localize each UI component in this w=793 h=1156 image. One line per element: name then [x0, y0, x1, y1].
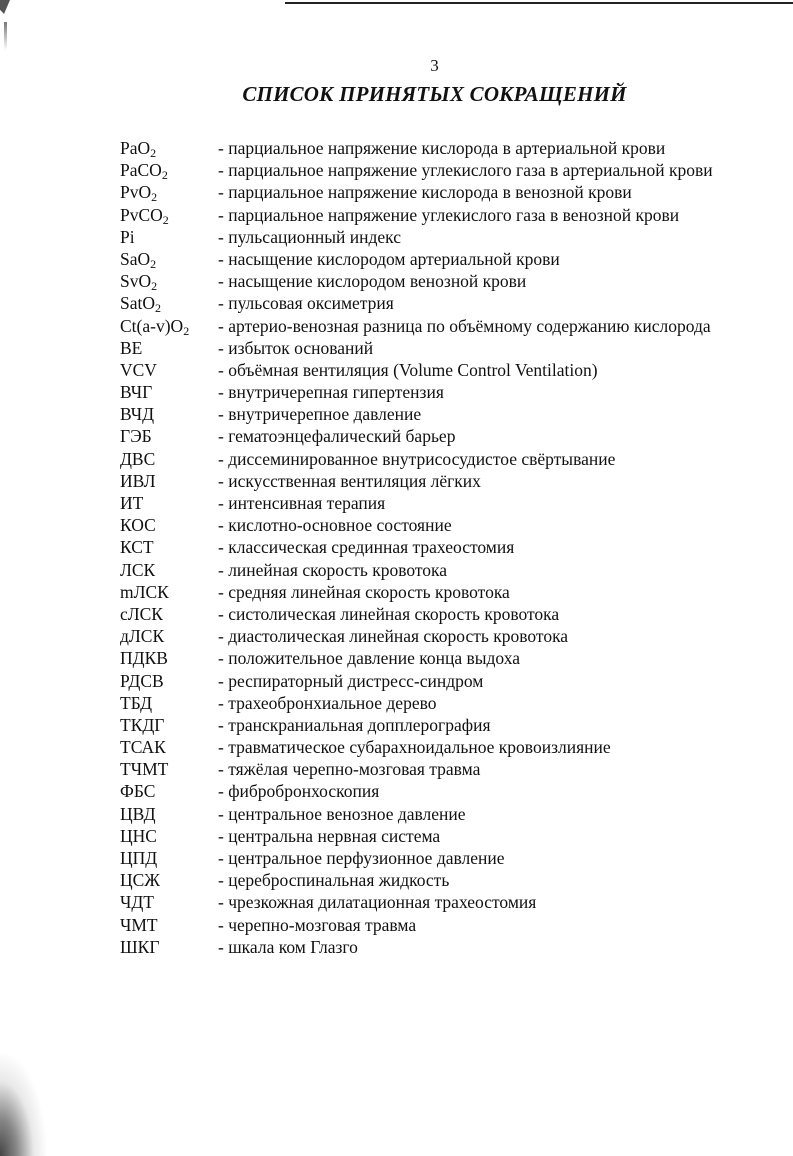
abbreviation-term-text: ДВС: [120, 448, 156, 469]
abbreviation-term-subscript: 2: [161, 168, 168, 183]
abbreviation-row: [120, 270, 780, 292]
abbreviation-definition: - трахеобронхиальное дерево: [218, 692, 437, 713]
abbreviation-row: [120, 736, 780, 758]
abbreviation-term: [120, 226, 218, 248]
abbreviation-row: [120, 204, 780, 226]
abbreviation-term-text: VCV: [120, 359, 157, 380]
abbreviation-term-text: Ct(a-v)O: [120, 315, 184, 336]
abbreviation-term: [120, 425, 218, 447]
abbreviation-row: [120, 448, 780, 470]
abbreviation-definition: - искусственная вентиляция лёгких: [218, 470, 481, 491]
abbreviation-term-text: ЧМТ: [120, 914, 158, 935]
abbreviation-term-text: PvO: [120, 182, 152, 203]
abbreviation-row: [120, 825, 780, 847]
abbreviation-term: [120, 780, 218, 802]
abbreviation-term: [120, 448, 218, 470]
abbreviation-term: [120, 936, 218, 958]
abbreviation-term: [120, 381, 218, 403]
abbreviation-term-text: PaCO: [120, 160, 162, 181]
abbreviation-term: [120, 470, 218, 492]
abbreviation-term-text: ЦВД: [120, 803, 156, 824]
abbreviation-row: [120, 248, 780, 270]
abbreviation-row: [120, 603, 780, 625]
abbreviation-term-subscript: 2: [155, 301, 161, 316]
abbreviation-definition: - линейная скорость кровотока: [218, 559, 448, 580]
abbreviation-term-text: ТБД: [120, 692, 153, 713]
abbreviation-term-text: mЛСК: [120, 581, 169, 602]
abbreviation-definition: - парциальное напряжение углекислого газа в артериальной крови: [218, 160, 713, 181]
abbreviation-term-subscript: 2: [150, 146, 157, 160]
abbreviation-definition: - пульсационный индекс: [218, 226, 401, 247]
abbreviation-row: [120, 581, 780, 603]
abbreviation-row: [120, 337, 780, 359]
abbreviation-term: [120, 670, 218, 692]
abbreviation-row: [120, 536, 780, 558]
abbreviation-definition: - центральное перфузионное давление: [218, 848, 505, 868]
abbreviation-definition: - интенсивная терапия: [218, 493, 386, 513]
abbreviation-term-text: SatO: [120, 293, 155, 314]
abbreviation-row: [120, 137, 780, 159]
abbreviation-definition: - диссеминированное внутрисосудистое свёртывание: [218, 448, 616, 469]
abbreviation-term-text: ВЧГ: [120, 382, 153, 403]
abbreviation-row: [120, 647, 780, 669]
abbreviation-definition: - насыщение кислородом венозной крови: [218, 271, 527, 292]
abbreviation-row: [120, 492, 780, 514]
abbreviation-definition: - чрезкожная дилатационная трахеостомия: [218, 892, 537, 913]
abbreviation-term-text: ГЭБ: [120, 426, 152, 447]
abbreviation-term-text: ПДКВ: [120, 648, 168, 669]
abbreviation-term-text: ИТ: [120, 493, 144, 513]
abbreviation-term: [120, 337, 218, 359]
abbreviation-row: [120, 359, 780, 381]
abbreviation-definition: - пульсовая оксиметрия: [218, 293, 394, 314]
abbreviation-row: [120, 625, 780, 647]
abbreviation-term: [120, 559, 218, 581]
abbreviation-row: [120, 403, 780, 425]
abbreviation-term: [120, 914, 218, 936]
abbreviation-definition: - артерио-венозная разница по объёмному содержанию кислорода: [218, 315, 711, 336]
abbreviation-row: [120, 780, 780, 802]
abbreviation-term-subscript: 2: [151, 279, 158, 294]
abbreviation-definition: - цереброспинальная жидкость: [218, 870, 450, 891]
abbreviation-definition: - центральное венозное давление: [218, 803, 466, 824]
abbreviation-term-text: ВЧД: [120, 404, 155, 425]
abbreviation-term: [120, 847, 218, 869]
scan-corner-mark: [0, 0, 10, 14]
abbreviation-row: [120, 159, 780, 181]
abbreviation-term: [120, 248, 218, 270]
abbreviation-definition: - внутричерепная гипертензия: [218, 382, 444, 403]
scan-edge-line: [285, 2, 793, 4]
abbreviation-term-text: КОС: [120, 515, 156, 536]
abbreviation-definition: - объёмная вентиляция (Volume Control Ventilation): [218, 359, 598, 380]
page-number: 3: [430, 56, 439, 75]
abbreviation-term-text: ТЧМТ: [120, 759, 169, 780]
abbreviation-definition: - кислотно-основное состояние: [218, 515, 452, 536]
abbreviation-definition: - парциальное напряжение кислорода в артериальной крови: [218, 138, 666, 158]
abbreviation-row: [120, 891, 780, 913]
abbreviation-term-text: ТСАК: [120, 737, 166, 758]
abbreviation-term-subscript: 2: [150, 256, 157, 271]
abbreviation-row: [120, 514, 780, 536]
abbreviation-definition: - насыщение кислородом артериальной крови: [218, 248, 560, 269]
abbreviation-term: [120, 647, 218, 669]
abbreviation-term: [120, 603, 218, 625]
abbreviation-term: [120, 692, 218, 714]
abbreviation-row: [120, 381, 780, 403]
abbreviation-term-subscript: 2: [162, 212, 169, 227]
abbreviation-row: [120, 226, 780, 248]
abbreviation-term-text: ИВЛ: [120, 470, 156, 491]
abbreviation-definition: - шкала ком Глазго: [218, 936, 358, 957]
abbreviation-row: [120, 758, 780, 780]
abbreviation-term: [120, 891, 218, 913]
abbreviation-row: [120, 803, 780, 825]
abbreviation-term: [120, 581, 218, 603]
abbreviation-term-text: ЦПД: [120, 848, 158, 868]
abbreviation-term: [120, 869, 218, 891]
abbreviation-term: [120, 825, 218, 847]
abbreviation-term: [120, 403, 218, 425]
abbreviation-term: [120, 204, 218, 226]
abbreviation-term-text: Pi: [120, 226, 135, 247]
abbreviation-term-text: SvO: [120, 271, 152, 292]
abbreviation-definition: - положительное давление конца выдоха: [218, 648, 521, 669]
abbreviation-row: [120, 936, 780, 958]
scan-corner-noise: [0, 1050, 48, 1156]
abbreviation-term: [120, 803, 218, 825]
page-title: СПИСОК ПРИНЯТЫХ СОКРАЩЕНИЙ: [242, 82, 627, 106]
abbreviation-term-subscript: 2: [151, 190, 158, 205]
abbreviation-term-text: РДСВ: [120, 670, 164, 691]
abbreviation-term-text: ЦНС: [120, 825, 157, 846]
abbreviation-definition: - гематоэнцефалический барьер: [218, 426, 456, 447]
abbreviation-term-subscript: 2: [183, 323, 190, 338]
abbreviation-term: [120, 714, 218, 736]
abbreviation-row: [120, 869, 780, 891]
abbreviation-term-text: ЛСК: [120, 559, 156, 580]
abbreviation-term: [120, 536, 218, 558]
abbreviation-term: [120, 359, 218, 381]
abbreviation-term: [120, 625, 218, 647]
abbreviation-term-text: ТКДГ: [120, 714, 165, 735]
abbreviation-row: [120, 315, 780, 337]
abbreviation-term: [120, 514, 218, 536]
abbreviation-definition: - классическая срединная трахеостомия: [218, 537, 515, 558]
abbreviation-definition: - респираторный дистресс-синдром: [218, 670, 484, 691]
abbreviation-term: [120, 159, 218, 181]
abbreviation-row: [120, 292, 780, 314]
abbreviation-row: [120, 714, 780, 736]
abbreviation-term: [120, 292, 218, 314]
abbreviation-term-text: ЦСЖ: [120, 870, 160, 891]
abbreviation-row: [120, 847, 780, 869]
abbreviation-term: [120, 758, 218, 780]
abbreviation-row: [120, 670, 780, 692]
abbreviation-definition: - средняя линейная скорость кровотока: [218, 581, 510, 602]
abbreviation-definition: - черепно-мозговая травма: [218, 914, 417, 935]
abbreviation-list: [120, 137, 780, 958]
abbreviation-term: [120, 137, 218, 159]
abbreviation-term-text: дЛСК: [120, 626, 165, 647]
abbreviation-term-text: BE: [120, 337, 143, 358]
abbreviation-definition: - парциальное напряжение углекислого газа в венозной крови: [218, 204, 680, 225]
abbreviation-term-text: ЧДТ: [120, 892, 155, 913]
abbreviation-term: [120, 270, 218, 292]
abbreviation-term-text: ФБС: [120, 781, 156, 802]
abbreviation-row: [120, 181, 780, 203]
abbreviation-term: [120, 181, 218, 203]
abbreviation-term-text: сЛСК: [120, 603, 163, 624]
abbreviation-row: [120, 559, 780, 581]
abbreviation-definition: - избыток оснований: [218, 337, 374, 358]
abbreviation-term: [120, 492, 218, 514]
abbreviation-term-text: КСТ: [120, 537, 154, 558]
abbreviation-row: [120, 692, 780, 714]
abbreviation-definition: - транскраниальная допплерография: [218, 714, 491, 735]
abbreviation-definition: - парциальное напряжение кислорода в венозной крови: [218, 182, 632, 203]
abbreviation-definition: - внутричерепное давление: [218, 404, 422, 425]
abbreviation-row: [120, 470, 780, 492]
abbreviation-term: [120, 315, 218, 337]
scan-speck: [4, 22, 7, 50]
abbreviation-term-text: PvCO: [120, 204, 163, 225]
abbreviation-definition: - травматическое субарахноидальное кровоизлияние: [218, 737, 611, 758]
abbreviation-term-text: ШКГ: [120, 936, 160, 957]
abbreviation-definition: - тяжёлая черепно-мозговая травма: [218, 759, 481, 780]
abbreviation-definition: - систолическая линейная скорость кровотока: [218, 603, 560, 624]
abbreviation-term: [120, 736, 218, 758]
abbreviation-definition: - центральна нервная система: [218, 825, 441, 846]
abbreviation-row: [120, 425, 780, 447]
abbreviation-row: [120, 914, 780, 936]
abbreviation-definition: - фибробронхоскопия: [218, 781, 380, 802]
abbreviation-definition: - диастолическая линейная скорость кровотока: [218, 626, 569, 647]
abbreviation-term-text: PaO: [120, 138, 151, 158]
abbreviation-term-text: SaO: [120, 248, 151, 269]
